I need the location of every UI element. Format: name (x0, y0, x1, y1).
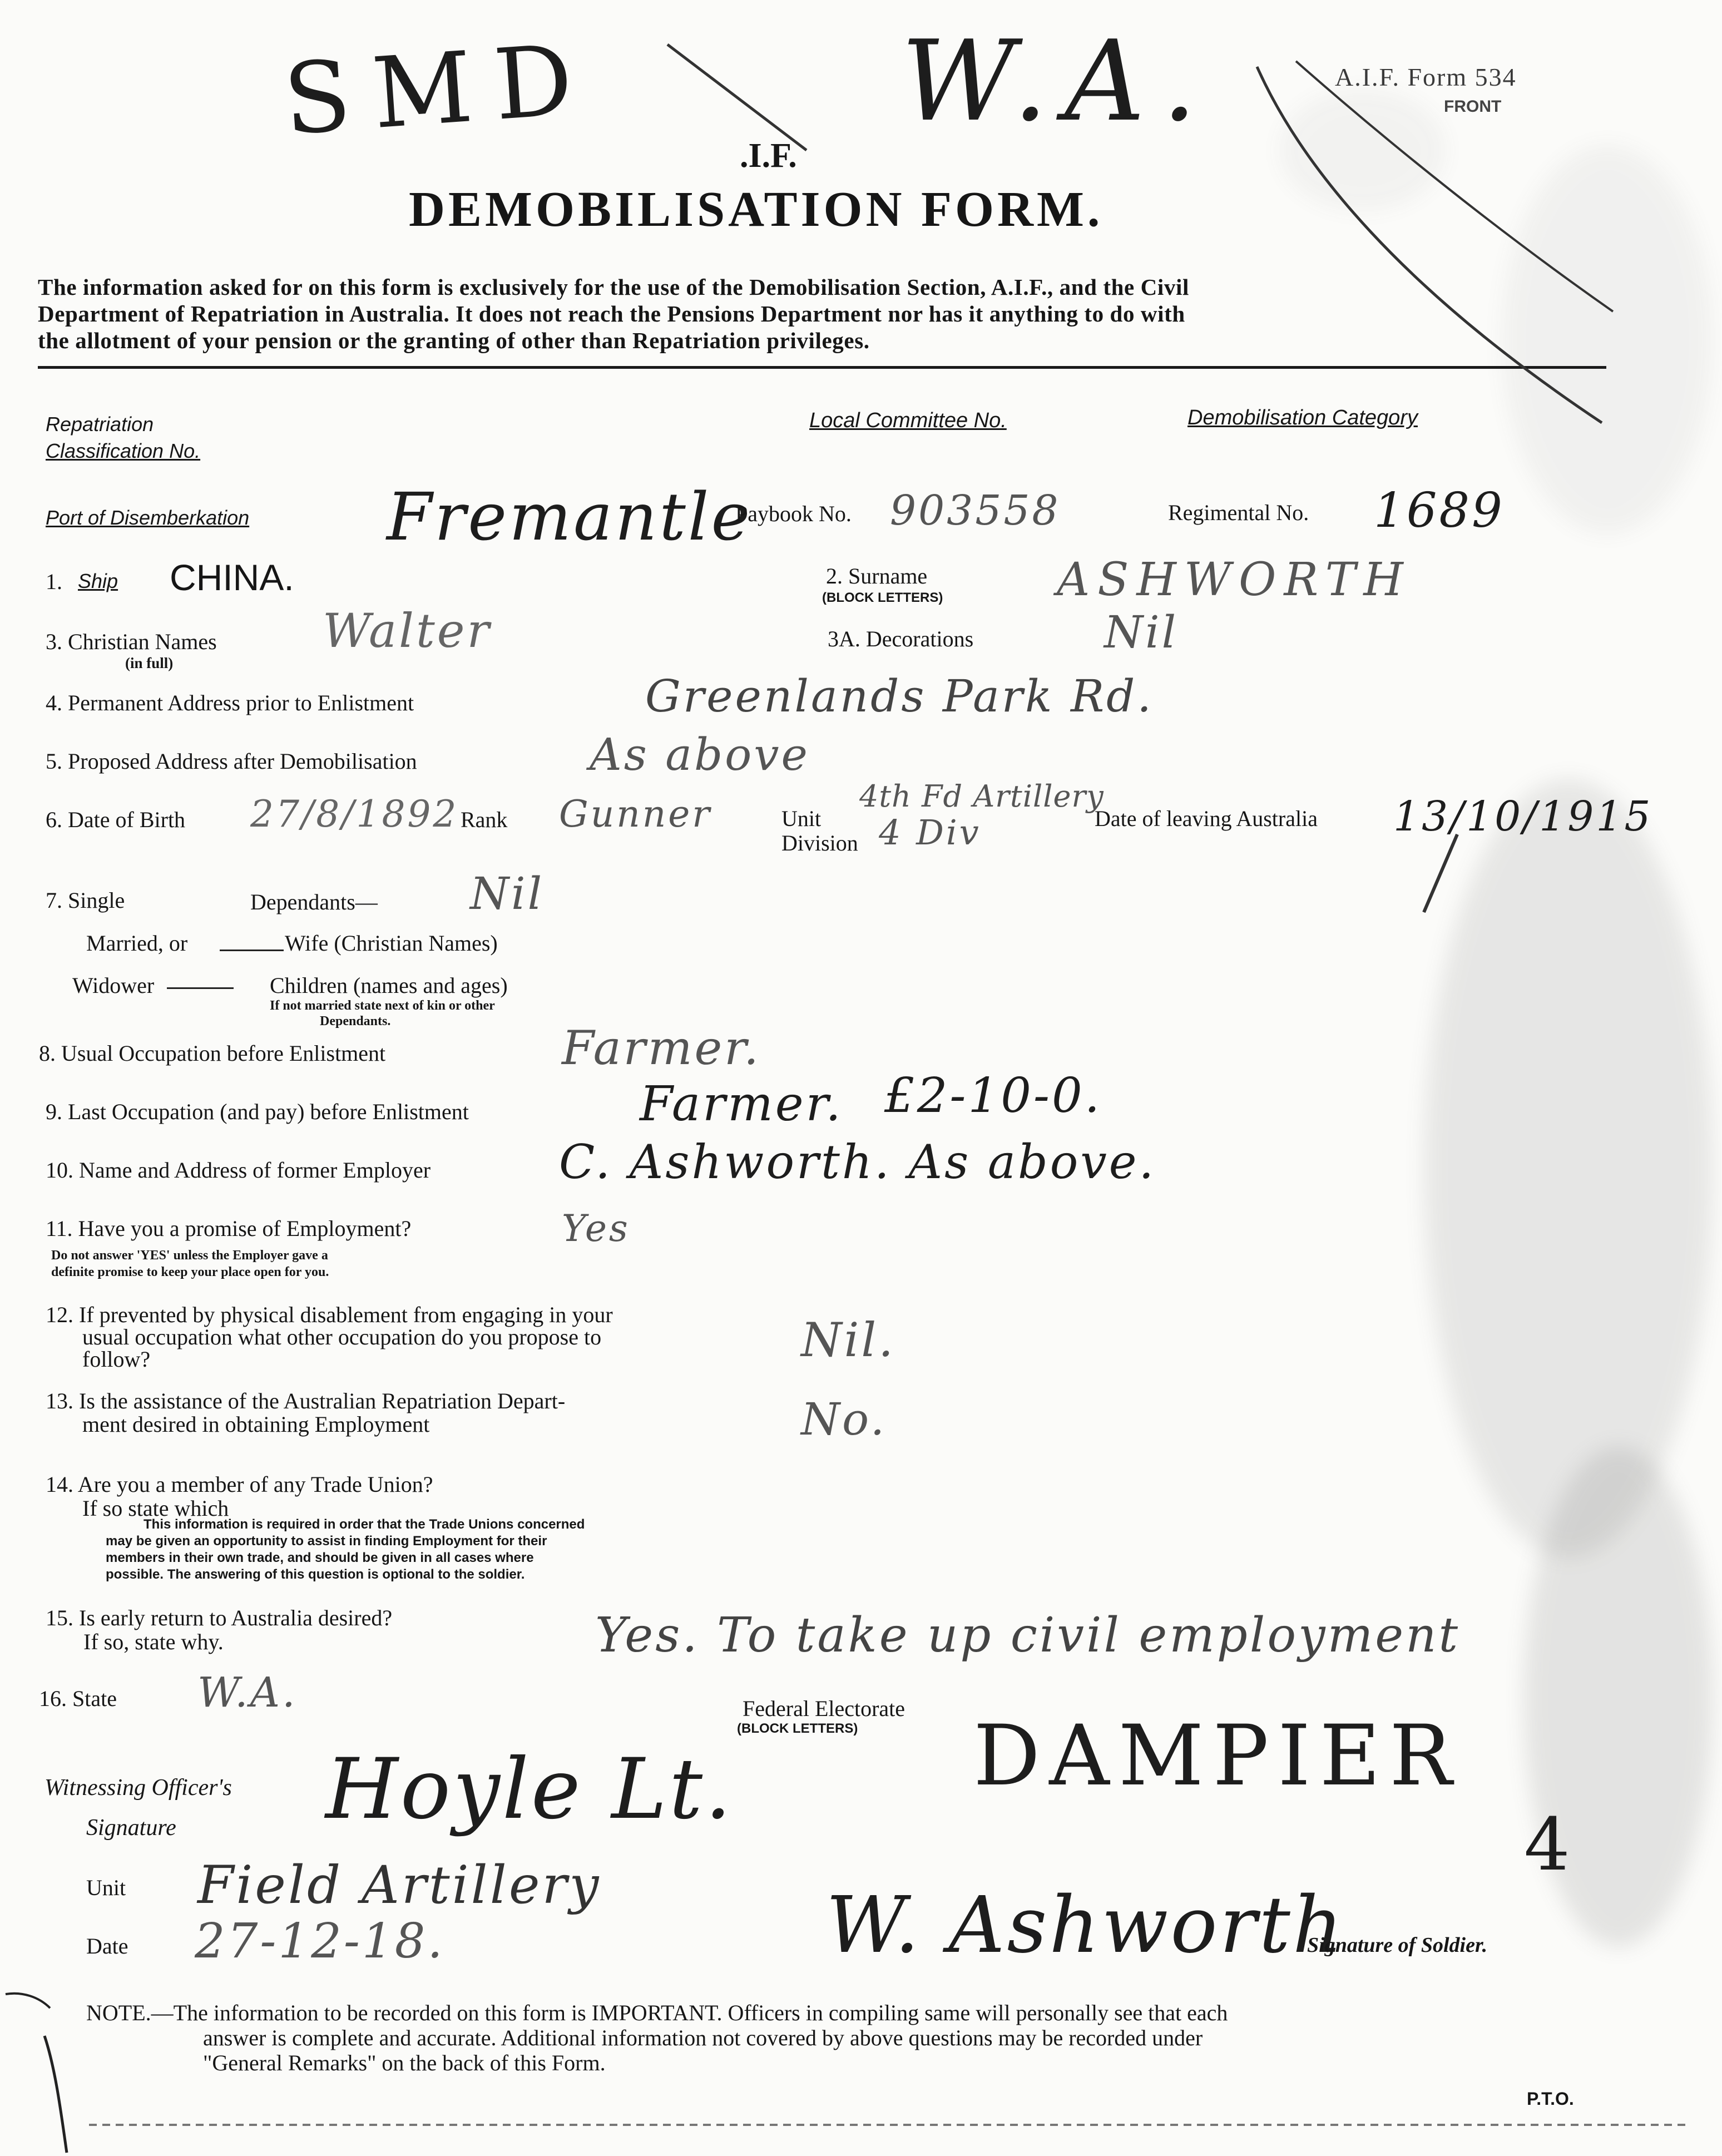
repatriation-label: Repatriation (46, 413, 154, 436)
q12-value: Nil. (801, 1313, 895, 1367)
perm-address-value: Greenlands Park Rd. (645, 670, 1154, 722)
unit-label: Unit (781, 806, 822, 831)
widower-label: Widower (72, 973, 155, 998)
division-label: Division (781, 830, 858, 856)
note-line-1: NOTE.—The information to be recorded on this form is IMPORTANT. Officers in compiling same will personally see that each (86, 2000, 1228, 2025)
witness-unit-value: Field Artillery (197, 1855, 601, 1916)
dob-value: 27/8/1892 (250, 793, 459, 835)
demob-category-label: Demobilisation Category (1187, 406, 1418, 429)
handwritten-state-top: W.A. (901, 17, 1214, 146)
note-line-3: "General Remarks" on the back of this Form. (203, 2050, 606, 2075)
ship-value: CHINA. (170, 557, 294, 598)
division-value: 4 Div (879, 812, 981, 853)
form-side: FRONT (1444, 97, 1502, 116)
promise-note-2: definite promise to keep your place open for you. (51, 1265, 329, 1279)
q13-line-2: ment desired in obtaining Employment (82, 1412, 430, 1437)
q14-note-4: possible. The answering of this question is optional to the soldier. (106, 1567, 525, 1582)
witness-label-1: Witnessing Officer's (44, 1775, 232, 1801)
q15-line-1: 15. Is early return to Australia desired? (46, 1605, 393, 1630)
last-occ-value: Farmer. (640, 1076, 843, 1132)
promise-value: Yes (562, 1207, 630, 1250)
not-married-note-2: Dependants. (320, 1014, 391, 1028)
witness-signature: Hoyle Lt. (325, 1741, 734, 1838)
rank-label: Rank (461, 807, 508, 832)
page-title: DEMOBILISATION FORM. (409, 182, 1104, 237)
classification-label: Classification No. (46, 439, 201, 462)
leaving-label: Date of leaving Australia (1095, 806, 1318, 831)
last-occ-label: 9. Last Occupation (and pay) before Enlistment (46, 1099, 469, 1124)
single-label: 7. Single (46, 888, 125, 913)
q14-line-2: If so state which (82, 1496, 229, 1521)
q13-value: No. (801, 1393, 887, 1445)
intro-line-3: the allotment of your pension or the granting of other than Repatriation privileges. (38, 328, 870, 353)
ship-label: Ship (78, 570, 118, 592)
q12-line-2: usual occupation what other occupation do you propose to (82, 1324, 602, 1349)
surname-value: ASHWORTH (1057, 553, 1411, 606)
children-label: Children (names and ages) (270, 973, 508, 998)
state-value: W.A. (197, 1669, 298, 1717)
christian-sub: (in full) (125, 655, 174, 671)
state-label: 16. State (39, 1686, 117, 1711)
unit-value: 4th Fd Artillery (859, 779, 1104, 814)
promise-note-1: Do not answer 'YES' unless the Employer gave a (51, 1248, 328, 1263)
pto-label: P.T.O. (1527, 2089, 1574, 2109)
ship-number: 1. (46, 569, 62, 594)
decorations-label: 3A. Decorations (828, 626, 974, 651)
dob-label: 6. Date of Birth (46, 807, 186, 832)
surname-label: 2. Surname (826, 563, 928, 589)
q14-note-2: may be given an opportunity to assist in finding Employment for their (106, 1534, 547, 1549)
dependants-label: Dependants— (250, 889, 378, 914)
q14-line-1: 14. Are you a member of any Trade Union? (46, 1472, 433, 1497)
electorate-label: Federal Electorate (743, 1696, 905, 1721)
corner-mark: 4 (1524, 1802, 1572, 1887)
intro-line-2: Department of Repatriation in Australia. It does not reach the Pensions Department nor has it anything to do with (38, 301, 1185, 327)
decorations-value: Nil (1104, 606, 1179, 658)
usual-occ-value: Farmer. (562, 1021, 761, 1075)
paybook-value: 903558 (890, 487, 1061, 535)
rank-value: Gunner (559, 793, 712, 835)
form-number: A.I.F. Form 534 (1335, 63, 1517, 91)
paybook-label: Paybook No. (735, 501, 852, 526)
witness-date-value: 27-12-18. (195, 1913, 445, 1969)
surname-sub: (BLOCK LETTERS) (822, 590, 943, 605)
witness-unit-label: Unit (86, 1875, 126, 1900)
witness-label-2: Signature (86, 1815, 176, 1841)
intro-line-1: The information asked for on this form is exclusively for the use of the Demobilisation Section, A.I.F., and the Civil (38, 274, 1189, 300)
q12-line-3: follow? (82, 1347, 151, 1372)
port-value: Fremantle (387, 478, 753, 555)
employer-label: 10. Name and Address of former Employer (46, 1158, 431, 1183)
q14-note-3: members in their own trade, and should be given in all cases where (106, 1550, 534, 1565)
employer-value: C. Ashworth. As above. (559, 1135, 1156, 1189)
handwritten-code-left: SMD (280, 22, 598, 157)
soldier-sig-label: Signature of Soldier. (1307, 1934, 1488, 1957)
q15-value: Yes. To take up civil employment (595, 1608, 1461, 1663)
q14-note-1: This information is required in order that the Trade Unions concerned (144, 1517, 585, 1532)
wife-label: Wife (Christian Names) (285, 931, 498, 956)
port-label: Port of Disemberkation (46, 506, 250, 529)
q12-line-1: 12. If prevented by physical disablement from engaging in your (46, 1302, 613, 1327)
form-prefix: .I.F. (740, 137, 797, 175)
regimental-value: 1689 (1374, 483, 1505, 538)
promise-label: 11. Have you a promise of Employment? (46, 1216, 412, 1241)
usual-occ-label: 8. Usual Occupation before Enlistment (39, 1041, 386, 1066)
local-committee-label: Local Committee No. (809, 409, 1007, 432)
leaving-value: 13/10/1915 (1393, 793, 1653, 840)
witness-date-label: Date (86, 1934, 128, 1959)
perm-address-label: 4. Permanent Address prior to Enlistment (46, 690, 414, 715)
electorate-sub: (BLOCK LETTERS) (737, 1721, 858, 1736)
proposed-address-value: As above (590, 729, 810, 780)
soldier-signature: W. Ashworth (826, 1880, 1345, 1971)
dependants-value: Nil (470, 868, 545, 919)
christian-label: 3. Christian Names (46, 629, 217, 654)
q15-line-2: If so, state why. (83, 1629, 224, 1654)
q13-line-1: 13. Is the assistance of the Australian Repatriation Depart- (46, 1388, 566, 1413)
christian-value: Walter (323, 604, 492, 658)
proposed-address-label: 5. Proposed Address after Demobilisation (46, 749, 417, 774)
regimental-label: Regimental No. (1168, 500, 1309, 525)
married-label: Married, or (86, 931, 188, 956)
note-line-2: answer is complete and accurate. Additional information not covered by above questions may be recorded under (203, 2025, 1203, 2050)
not-married-note-1: If not married state next of kin or other (270, 998, 495, 1013)
electorate-value: DAMPIER (973, 1708, 1461, 1804)
last-pay-value: £2-10-0. (884, 1068, 1102, 1124)
